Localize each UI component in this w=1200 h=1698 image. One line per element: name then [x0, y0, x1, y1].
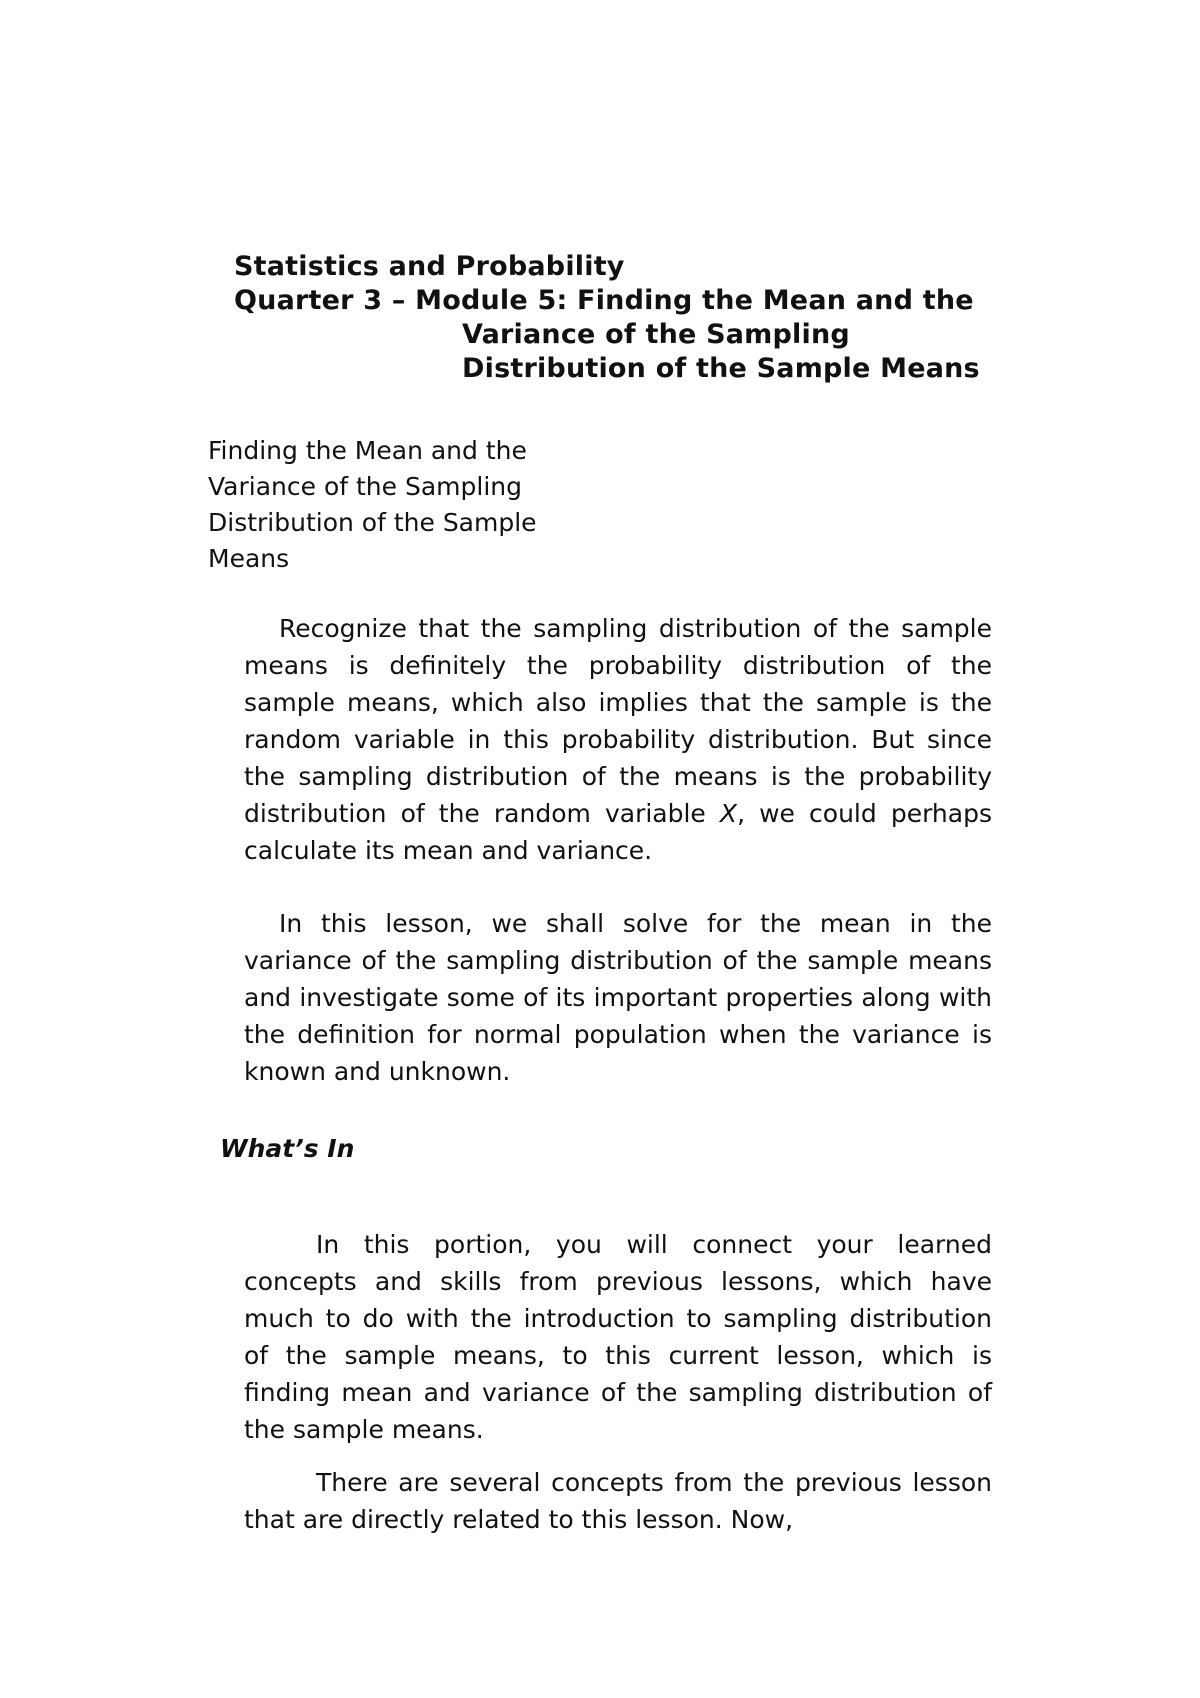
- intro-paragraph-1: [244, 610, 992, 869]
- lesson-title-line-4: Means: [208, 544, 290, 573]
- lesson-title-line-3: Distribution of the Sample: [208, 508, 537, 537]
- whats-in-paragraph-2: There are several concepts from the previous lesson that are directly related to this lesson. Now,: [244, 1468, 992, 1534]
- lesson-title: [208, 433, 608, 577]
- intro-p1-text-b: , we could perhaps calculate its mean and variance.: [244, 799, 992, 865]
- module-title-line-3: Distribution of the Sample Means: [462, 353, 980, 384]
- intro-paragraph-2: In this lesson, we shall solve for the mean in the variance of the sampling distribution of the sample means and investigate some of its important properties along with the definition for normal population when the variance is known and unknown.: [244, 909, 992, 1086]
- module-title-line-2: Variance of the Sampling: [462, 319, 850, 350]
- whats-in-paragraph-1: In this portion, you will connect your learned concepts and skills from previous lessons, which have much to do with the introduction to sampling distribution of the sample means, to this current lesson, which is finding mean and variance of the sampling distribution of the sample means.: [244, 1230, 992, 1444]
- module-header: [234, 250, 980, 386]
- module-title-line-1: Quarter 3 – Module 5: Finding the Mean and the: [234, 285, 974, 316]
- intro-p1-text-a: Recognize that the sampling distribution of the sample means is definitely the probability distribution of the sample means, which also implies that the sample is the random variable in this probability distribution. But since the sampling distribution of the means is the probability distribution of the random variable: [244, 614, 992, 828]
- lesson-title-line-2: Variance of the Sampling: [208, 472, 522, 501]
- subject-title: Statistics and Probability: [234, 251, 625, 282]
- whats-in-heading: What’s In: [220, 1134, 355, 1163]
- random-variable-x: X: [719, 799, 738, 828]
- lesson-title-line-1: Finding the Mean and the: [208, 436, 527, 465]
